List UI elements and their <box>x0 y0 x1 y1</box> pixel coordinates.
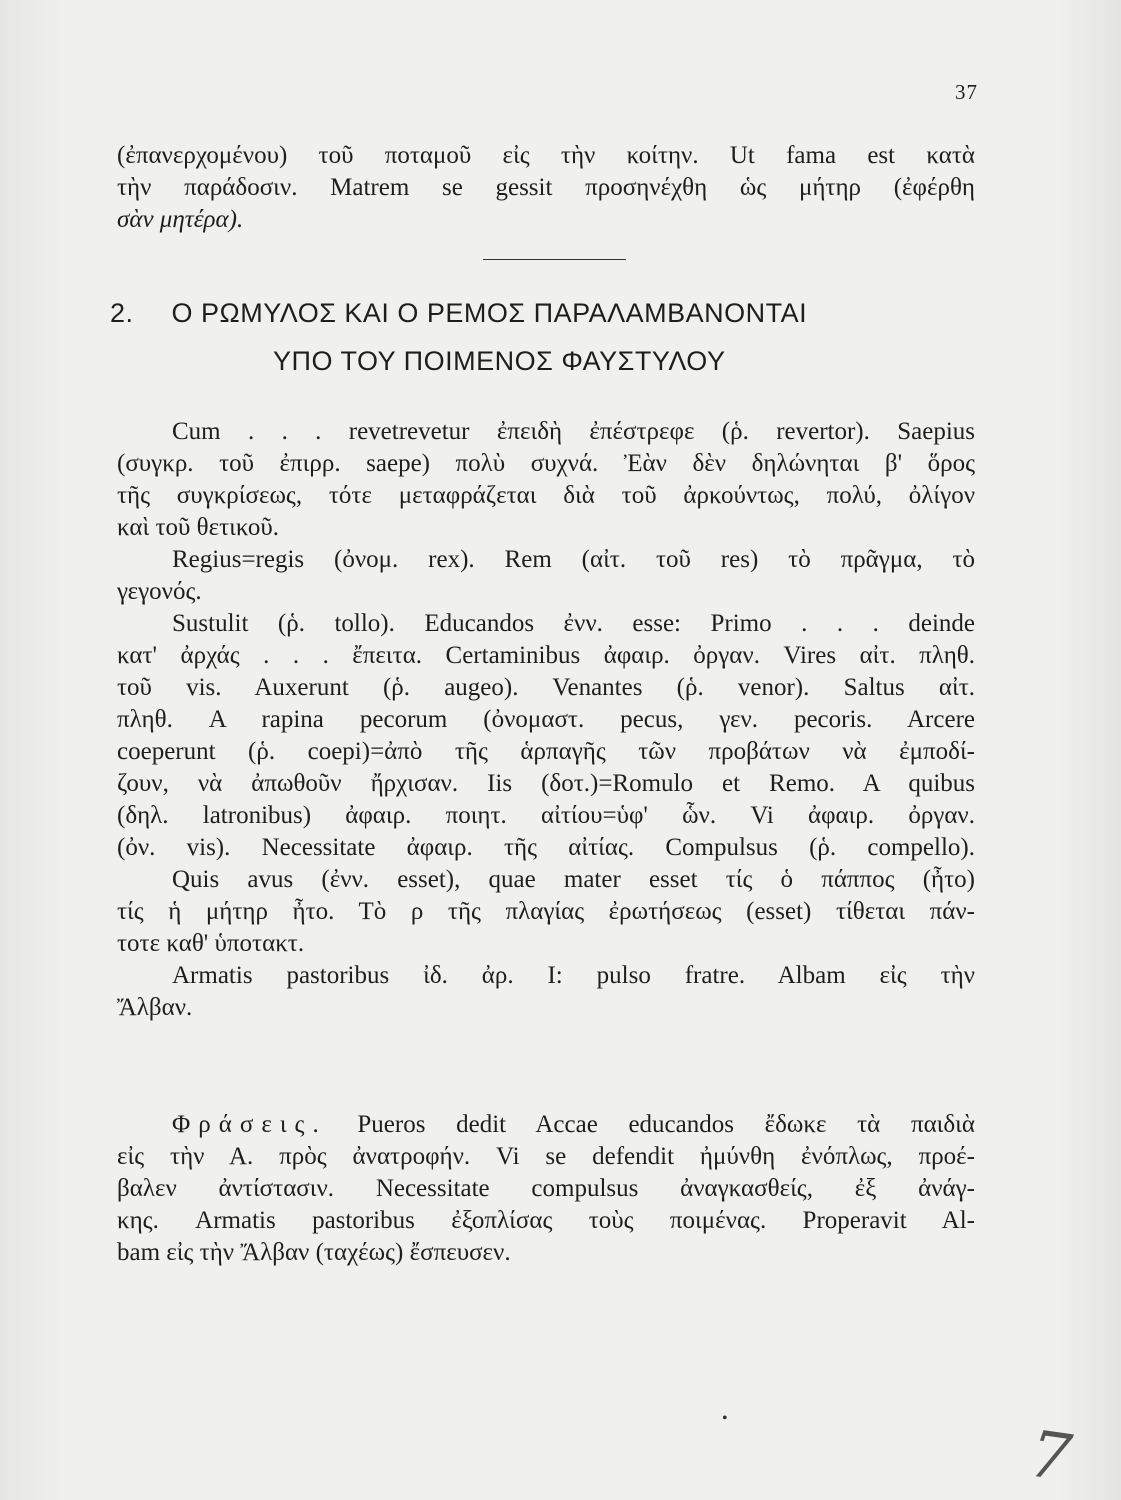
body-line: τίς ἡ μήτηρ ἦτο. Τὸ ρ τῆς πλαγίας ἐρωτήσεως (esset) τίθεται πάν- <box>117 898 975 925</box>
phrases-line: bam εἰς τὴν Ἄλβαν (ταχέως) ἔσπευσεν. <box>117 1239 511 1266</box>
phrases-line-text: Pueros dedit Accae educandos ἔδωκε τὰ παιδιὰ <box>357 1111 975 1138</box>
body-line: Regius=regis (ὀνομ. rex). Rem (αἰτ. τοῦ res) τὸ πρᾶγμα, τὸ <box>172 546 975 573</box>
intro-line: σὰν μητέρα). <box>117 206 244 233</box>
handwritten-scan-mark: 7 <box>1025 1417 1076 1497</box>
phrases-section <box>117 1109 975 1269</box>
intro-line: τὴν παράδοσιν. Matrem se gessit προσηνέχθη ὡς μήτηρ (ἐφέρθη <box>117 174 975 201</box>
phrases-label: Φράσεις. <box>172 1111 327 1138</box>
body-line: coeperunt (ῥ. coepi)=ἀπὸ τῆς ἁρπαγῆς τῶν προβάτων νὰ ἐμποδί- <box>117 738 975 765</box>
phrases-line: κης. Armatis pastoribus ἐξοπλίσας τοὺς ποιμένας. Properavit Al- <box>117 1207 975 1234</box>
section-number: 2. <box>110 298 134 328</box>
body-line: τῆς συγκρίσεως, τότε μεταφράζεται διὰ τοῦ ἀρκούντως, πολύ, ὀλίγον <box>117 482 975 509</box>
body-line: γεγονός. <box>117 578 202 605</box>
phrases-line: εἰς τὴν Α. πρὸς ἀνατροφήν. Vi se defendit ἠμύνθη ἐνόπλως, προέ- <box>117 1143 975 1170</box>
page-number: 37 <box>955 80 978 104</box>
section-divider <box>483 259 626 260</box>
body-line: τοῦ vis. Auxerunt (ῥ. augeo). Venantes (ῥ. venor). Saltus αἰτ. <box>117 674 975 701</box>
footer-dot-mark: • <box>722 1410 728 1427</box>
body-line: Armatis pastoribus ἰδ. ἀρ. I: pulso fratre. Albam εἰς τὴν <box>172 962 975 989</box>
intro-paragraph <box>117 140 975 236</box>
body-line: Ἄλβαν. <box>117 994 193 1021</box>
body-line: (δηλ. latronibus) ἀφαιρ. ποιητ. αἰτίου=ὑφ' ὧν. Vi ἀφαιρ. ὀργαν. <box>117 802 975 829</box>
body-line: κατ' ἀρχάς . . . ἔπειτα. Certaminibus ἀφαιρ. ὀργαν. Vires αἰτ. πληθ. <box>117 642 975 669</box>
body-line: τοτε καθ' ὑποτακτ. <box>117 930 305 957</box>
phrases-line: βαλεν ἀντίστασιν. Necessitate compulsus ἀναγκασθείς, ἐξ ἀνάγ- <box>117 1175 975 1202</box>
notes-body <box>117 416 975 1024</box>
section-title-line-1 <box>110 298 980 329</box>
intro-line: (ἐπανερχομένου) τοῦ ποταμοῦ εἰς τὴν κοίτην. Ut fama est κατὰ <box>117 142 975 169</box>
body-line: πληθ. A rapina pecorum (ὀνομαστ. pecus, γεν. pecoris. Arcere <box>117 706 975 733</box>
body-line: καὶ τοῦ θετικοῦ. <box>117 514 280 541</box>
body-line: (συγκρ. τοῦ ἐπιρρ. saepe) πολὺ συχνά. Ἐὰν δὲν δηλώνηται β' ὅρος <box>117 450 975 477</box>
section-title-text: Ο ΡΩΜΥΛΟΣ ΚΑΙ Ο ΡΕΜΟΣ ΠΑΡΑΛΑΜΒΑΝΟΝΤΑΙ <box>171 298 808 328</box>
body-line: ζουν, νὰ ἀπωθοῦν ἤρχισαν. Iis (δοτ.)=Romulo et Remo. A quibus <box>117 770 975 797</box>
body-line: Quis avus (ἐνν. esset), quae mater esset τίς ὁ πάππος (ἦτο) <box>172 866 975 893</box>
body-line: Sustulit (ῥ. tollo). Educandos ἐνν. esse: Primo . . . deinde <box>172 610 975 637</box>
body-line: (ὀν. vis). Necessitate ἀφαιρ. τῆς αἰτίας. Compulsus (ῥ. compello). <box>117 834 975 861</box>
body-line: Cum . . . revetrevetur ἐπειδὴ ἐπέστρεφε (ῥ. revertor). Saepius <box>172 418 975 445</box>
section-title-line-2: ΥΠΟ ΤΟΥ ΠΟΙΜΕΝΟΣ ΦΑΥΣΤΥΛΟΥ <box>273 346 726 376</box>
phrases-line <box>117 1109 975 1141</box>
